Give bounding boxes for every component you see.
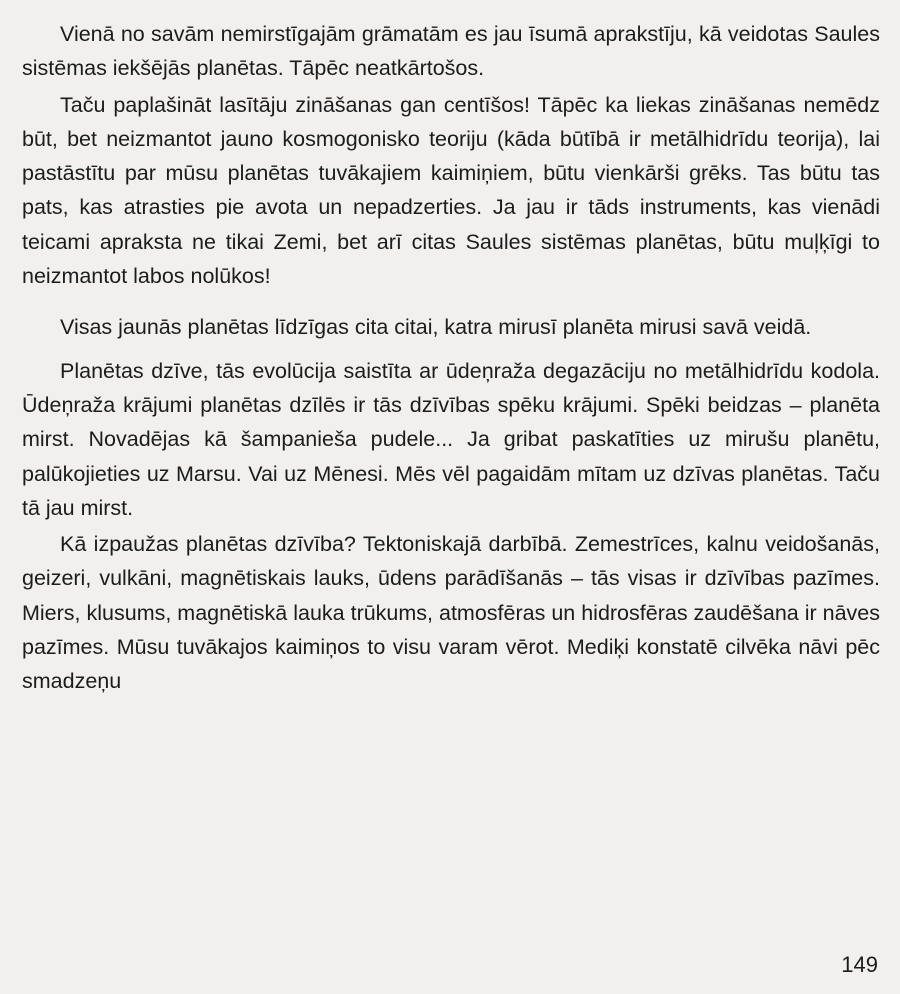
paragraph-2: Taču paplašināt lasītāju zināšanas gan centīšos! Tāpēc ka liekas zināšanas nemēdz būt, bet neizmantot jauno kosmogonisko teoriju (kāda būtībā ir metālhidrīdu teorija), lai pastāstītu par mūsu planētas tuvākajiem kaimiņiem, būtu vienkārši grēks. Tas būtu tas pats, kas atrasties pie avota un nepadzerties. Ja jau ir tāds instruments, kas vienādi teicami apraksta ne tikai Zemi, bet arī citas Saules sistēmas planētas, būtu muļķīgi to neizmantot labos nolūkos! bbox=[22, 92, 880, 289]
paragraph-1: Vienā no savām nemirstīgajām grāmatām es jau īsumā aprakstīju, kā veidotas Saules sistēmas iekšējās planētas. Tāpēc neatkārtošos. bbox=[22, 22, 880, 81]
paragraph-4: Planētas dzīve, tās evolūcija saistīta ar ūdeņraža degazāciju no metālhidrīdu kodola. Ūdeņraža krājumi planētas dzīlēs ir tās dzīvības spēku krājumi. Spēki beidzas – planēta mirst. Novadējas kā šampanieša pudele... Ja gribat paskatīties uz mirušu planētu, palūkojieties uz Marsu. Vai uz Mēnesi. Mēs vēl pagaidām mītam uz dzīvas planētas. Taču tā jau mirst. bbox=[22, 358, 880, 520]
paragraph-3: Visas jaunās planētas līdzīgas cita citai, katra mirusī planēta mirusi savā veidā. bbox=[60, 315, 812, 340]
paragraph-5: Kā izpaužas planētas dzīvība? Tektoniskajā darbībā. Zemestrīces, kalnu veidošanās, geizeri, vulkāni, magnētiskais lauks, ūdens parādīšanās – tās visas ir dzīvības pazīmes. Miers, klusums, magnētiskā lauka trūkums, atmosfēras un hidrosfēras zaudēšana ir nāves pazīmes. Mūsu tuvākajos kaimiņos to visu varam vērot. Mediķi konstatē cilvēka nāvi pēc smadzeņu bbox=[22, 532, 880, 694]
page-number: 149 bbox=[841, 952, 878, 977]
book-page bbox=[22, 17, 880, 699]
